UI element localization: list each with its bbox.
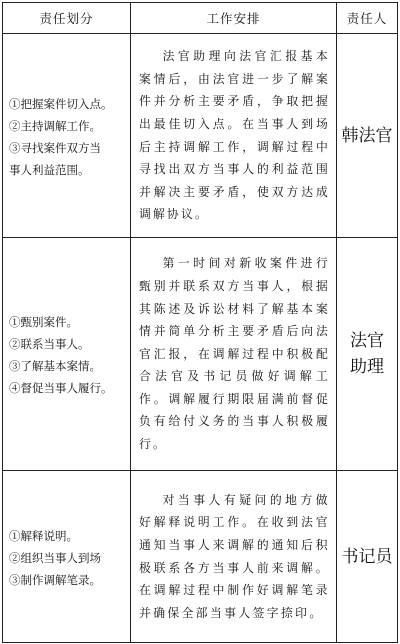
responsibility-table [2, 2, 398, 643]
task-item: ①把握案件切入点。 [9, 96, 113, 111]
task-item: ①解释说明。 [9, 528, 78, 543]
task-item: ②联系当事人。 [9, 337, 90, 351]
arrangement-cell [131, 471, 337, 643]
header-person: 责任人 [337, 3, 398, 34]
table-row [3, 471, 398, 643]
arrangement-text: 对当事人有疑问的地方做好解释说明工作。在收到法官通知当事人来调解的通知后积极联系各方当事人前来调解。在调解过程中制作好调解笔录并确保全部当事人签字捺印。 [139, 492, 330, 620]
arrangement-text: 第一时间对新收案件进行甄别并联系双方当事人，根据其陈述及诉讼材料了解基本案情并简单分析主要矛盾后向法官汇报，在调解过程中积极配合法官及书记员做好调解工作。调解履行期限届满前督促负有给付义务的当事人积极履行。 [139, 256, 330, 452]
header-division: 责任划分 [3, 3, 131, 34]
task-item: ①甄别案件。 [9, 315, 78, 329]
person-cell [337, 34, 398, 238]
task-item: ③了解基本案情。 [9, 359, 101, 373]
task-item: ②组织当事人到场 [9, 550, 101, 565]
header-arrangement: 工作安排 [131, 3, 337, 34]
table-row [3, 34, 398, 238]
task-item: ②主持调解工作。 [9, 118, 101, 133]
division-cell [3, 238, 131, 471]
task-item: ③制作调解笔录。 [9, 572, 101, 587]
person-cell [337, 471, 398, 643]
arrangement-cell [131, 34, 337, 238]
table-row [3, 238, 398, 471]
division-cell [3, 34, 131, 238]
person-name: 法官助理 [350, 331, 384, 377]
person-cell [337, 238, 398, 471]
division-cell [3, 471, 131, 643]
task-item: ④督促当事人履行。 [9, 381, 113, 395]
arrangement-text: 法官助理向法官汇报基本案情后，由法官进一步了解案件并分析主要矛盾，争取把握出最佳切入点。在当事人到场后主持调解工作，调解过程中寻找出双方当事人的利益范围并解决主要矛盾，使双方达成调解协议。 [139, 49, 330, 222]
header-row [3, 3, 398, 34]
task-item: 事人利益范围。 [9, 162, 90, 177]
person-name: 韩法官 [341, 125, 393, 146]
person-name: 书记员 [341, 546, 393, 567]
task-item: ③寻找案件双方当 [9, 140, 101, 155]
arrangement-cell [131, 238, 337, 471]
